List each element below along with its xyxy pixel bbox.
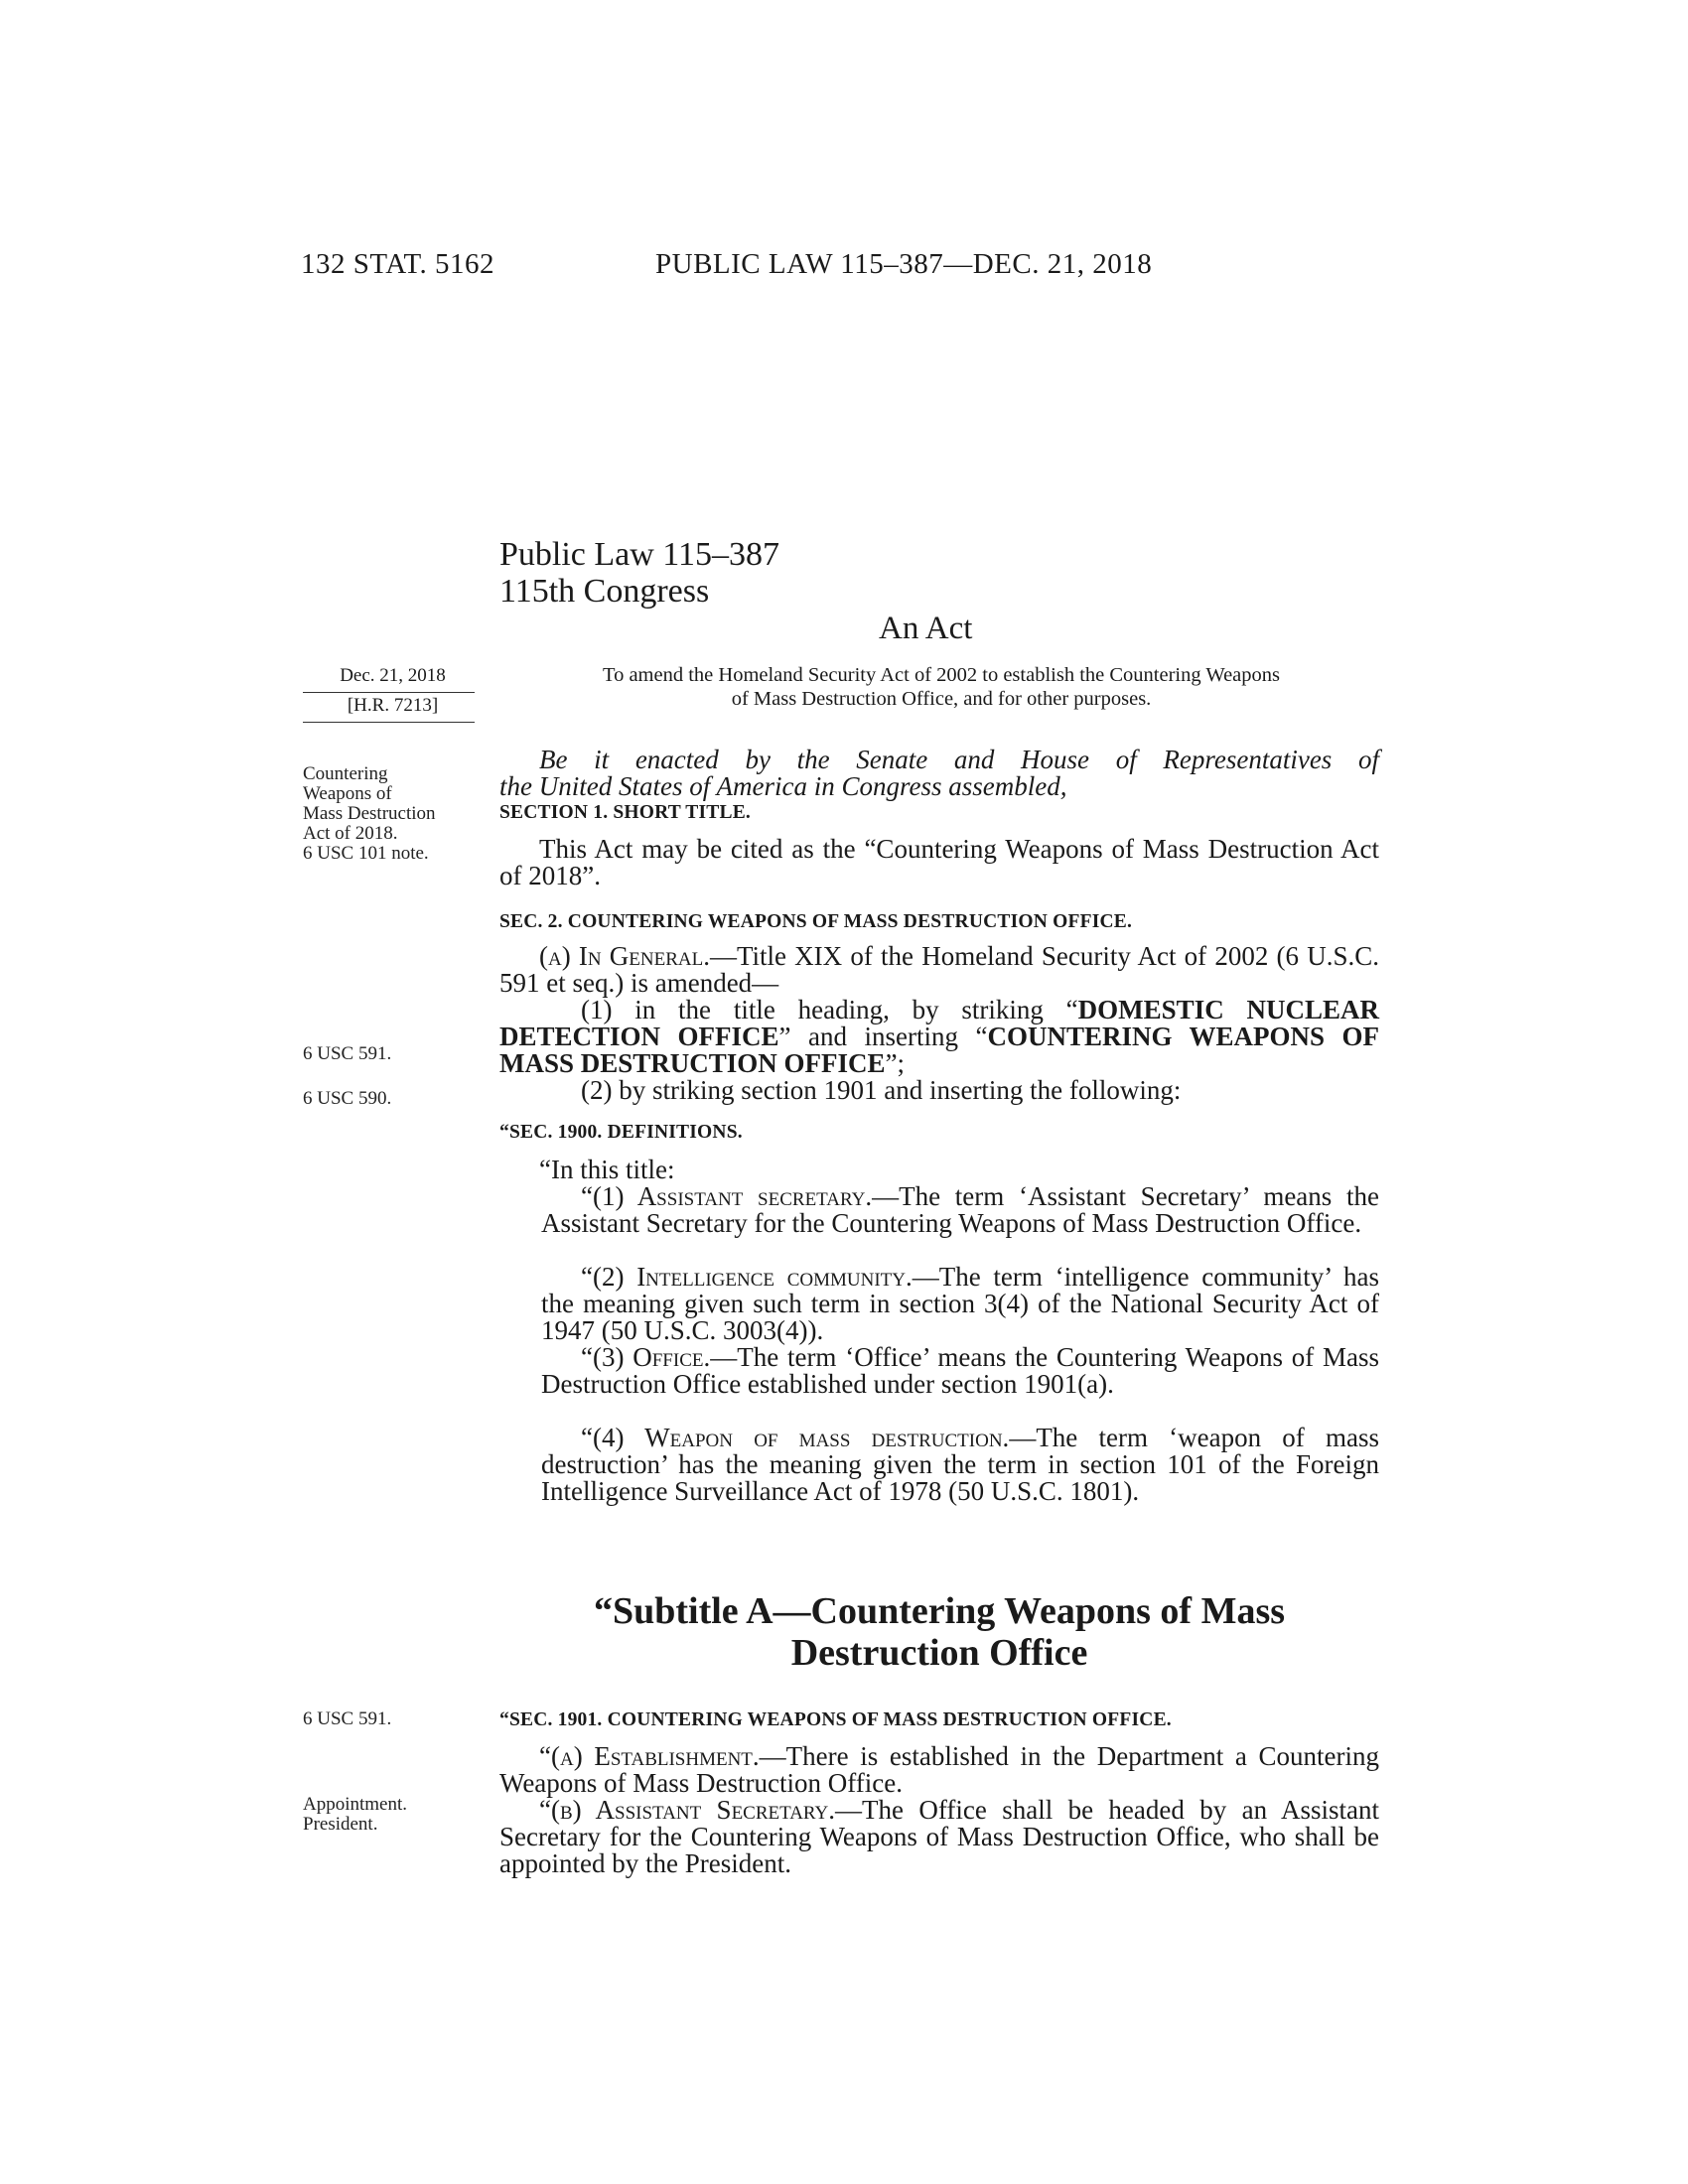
sec-1900-heading: “SEC. 1900. DEFINITIONS. <box>499 1122 743 1143</box>
margin-date: Dec. 21, 2018 <box>340 665 446 686</box>
definition-3 <box>541 1344 1379 1398</box>
stat-page-number: 132 STAT. 5162 <box>301 248 495 280</box>
definition-3-text: —The term ‘Office’ means the Countering Weapons of Mass Destruction Office established under section 1901(a). <box>541 1342 1379 1399</box>
item-1-struck-title: DOMESTIC NUCLEAR DETECTION OFFICE <box>499 995 1379 1051</box>
margin-note-line: Appointment. <box>303 1794 408 1815</box>
sec-1901-heading: “SEC. 1901. COUNTERING WEAPONS OF MASS DESTRUCTION OFFICE. <box>499 1709 1172 1730</box>
margin-note-line: Countering <box>303 763 388 784</box>
margin-note-line: Mass Destruction <box>303 803 436 824</box>
congress-label: 115th Congress <box>499 573 710 610</box>
subsection-a-label: (a) In General. <box>539 941 710 971</box>
enacting-clause <box>499 747 1379 800</box>
sec-1901-subsection-a <box>499 1743 1379 1797</box>
margin-note-line: Weapons of <box>303 783 392 804</box>
sec-1901-a-text: —There is established in the Department a Countering Weapons of Mass Destruction Office. <box>499 1741 1379 1798</box>
section-1-text: This Act may be cited as the “Countering Weapons of Mass Destruction Act of 2018”. <box>499 834 1379 890</box>
margin-note-line: President. <box>303 1814 378 1835</box>
item-1-middle: ” and inserting “ <box>778 1022 988 1051</box>
subtitle-heading <box>499 1590 1379 1674</box>
enacting-line-1: Be it enacted by the Senate and House of Representatives of <box>539 745 1379 774</box>
margin-usc-590: 6 USC 590. <box>303 1088 392 1109</box>
enacting-line-2: the United States of America in Congress assembled, <box>499 771 1067 801</box>
sec-1901-b-label: “(b) Assistant Secretary. <box>539 1795 836 1825</box>
sec-1901-a-label: “(a) Establishment. <box>539 1741 760 1771</box>
margin-note-line: 6 USC 101 note. <box>303 843 429 864</box>
margin-appointment-note <box>303 1795 407 1835</box>
definition-1-label: “(1) Assistant secretary. <box>581 1181 873 1211</box>
margin-divider <box>303 722 475 723</box>
definition-1 <box>541 1183 1379 1237</box>
definition-4-label: “(4) Weapon of mass destruction. <box>581 1423 1010 1452</box>
definition-2-text: —The term ‘intelligence community’ has the meaning given such term in section 3(4) of the National Security Act of 1947 (50 U.S.C. 3003(4)). <box>541 1262 1379 1345</box>
subtitle-line-2: Destruction Office <box>790 1632 1088 1674</box>
sec-1900-intro: “In this title: <box>539 1155 675 1184</box>
section-1-heading: SECTION 1. SHORT TITLE. <box>499 802 751 823</box>
definition-2-label: “(2) Intelligence community. <box>581 1262 913 1292</box>
sec-1901-b-text: —The Office shall be headed by an Assistant Secretary for the Countering Weapons of Mass Destruction Office, who shall be appointed by the President. <box>499 1795 1379 1878</box>
section-2-heading: SEC. 2. COUNTERING WEAPONS OF MASS DESTRUCTION OFFICE. <box>499 911 1133 932</box>
public-law-number: Public Law 115–387 <box>499 536 780 573</box>
margin-divider <box>303 692 475 693</box>
act-heading: An Act <box>879 611 973 646</box>
sec-1901-subsection-b <box>499 1797 1379 1877</box>
margin-usc-591: 6 USC 591. <box>303 1708 392 1729</box>
margin-bill-number: [H.R. 7213] <box>347 695 439 716</box>
margin-usc-591: 6 USC 591. <box>303 1043 392 1064</box>
margin-note-line: Act of 2018. <box>303 823 398 844</box>
definition-2 <box>541 1264 1379 1344</box>
section-2-item-2: (2) by striking section 1901 and inserting the following: <box>581 1075 1182 1105</box>
item-1-prefix: (1) in the title heading, by striking “ <box>581 995 1078 1024</box>
purpose-line-2: of Mass Destruction Office, and for other purposes. <box>731 688 1152 710</box>
act-purpose <box>504 663 1378 711</box>
definition-3-label: “(3) Office. <box>581 1342 711 1372</box>
running-title: PUBLIC LAW 115–387—DEC. 21, 2018 <box>655 248 1153 280</box>
definition-4 <box>541 1425 1379 1505</box>
purpose-line-1: To amend the Homeland Security Act of 2002 to establish the Countering Weapons <box>602 664 1280 686</box>
item-1-inserted-title: COUNTERING WEAPONS OF MASS DESTRUCTION OFFICE <box>499 1022 1379 1078</box>
subtitle-line-1: “Subtitle A—Countering Weapons of Mass <box>593 1590 1286 1632</box>
item-1-suffix: ”; <box>885 1048 906 1078</box>
margin-short-title-note <box>303 764 436 864</box>
subsection-a-text: —Title XIX of the Homeland Security Act of 2002 (6 U.S.C. 591 et seq.) is amended— <box>499 941 1379 998</box>
definition-1-text: —The term ‘Assistant Secretary’ means the Assistant Secretary for the Countering Weapons of Mass Destruction Office. <box>541 1181 1379 1238</box>
section-2-subsection-a <box>499 943 1379 997</box>
section-2-item-1 <box>499 997 1379 1077</box>
definition-4-text: —The term ‘weapon of mass destruction’ has the meaning given the term in section 101 of the Foreign Intelligence Surveillance Act of 1978 (50 U.S.C. 1801). <box>541 1423 1379 1506</box>
